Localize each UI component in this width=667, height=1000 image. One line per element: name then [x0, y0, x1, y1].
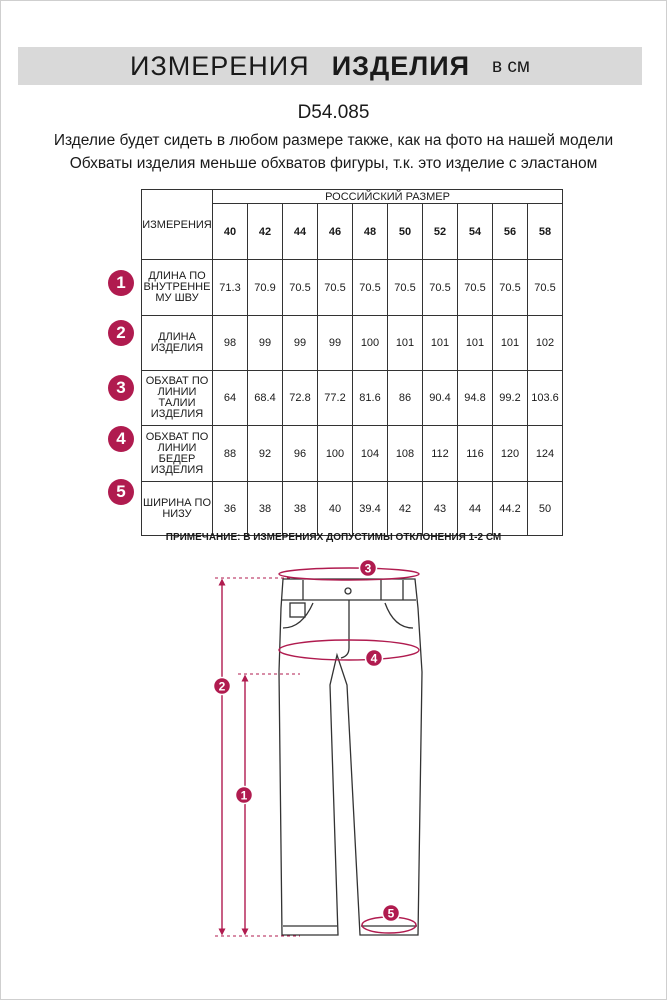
- table-cell: 71.3: [213, 260, 248, 316]
- tolerance-note: ПРИМЕЧАНИЕ: В ИЗМЕРЕНИЯХ ДОПУСТИМЫ ОТКЛОНЕНИЯ 1-2 СМ: [165, 532, 502, 543]
- marker-label: 3: [364, 561, 372, 576]
- marker-hips: [366, 650, 383, 667]
- table-cell: 96: [283, 426, 318, 482]
- dimension-lines: [215, 568, 419, 936]
- table-cell: 92: [248, 426, 283, 482]
- front-pocket-left: [283, 603, 313, 628]
- table-cell: 99: [248, 316, 283, 371]
- table-cell: 39.4: [353, 482, 388, 536]
- table-cell: 124: [528, 426, 563, 482]
- table-cell: 101: [458, 316, 493, 371]
- table-cell: 101: [423, 316, 458, 371]
- table-cell: 81.6: [353, 371, 388, 426]
- title-unit: в см: [492, 56, 530, 77]
- table-cell: 101: [388, 316, 423, 371]
- size-header: 48: [353, 204, 388, 260]
- table-cell: 100: [318, 426, 353, 482]
- table-cell: 90.4: [423, 371, 458, 426]
- coin-pocket: [290, 603, 305, 617]
- table-cell: 68.4: [248, 371, 283, 426]
- row-label-waist: ОБХВАТ ПО ЛИНИИ ТАЛИИ ИЗДЕЛИЯ: [142, 371, 213, 426]
- size-caption: РОССИЙСКИЙ РАЗМЕР: [213, 190, 563, 204]
- table-cell: 116: [458, 426, 493, 482]
- title-product: ИЗДЕЛИЯ: [331, 50, 471, 81]
- row-label-hem-width: ШИРИНА ПО НИЗУ: [142, 482, 213, 536]
- table-cell: 70.5: [458, 260, 493, 316]
- waist-ellipse: [279, 568, 419, 580]
- table-cell: 86: [388, 371, 423, 426]
- table-cell: 70.5: [353, 260, 388, 316]
- table-cell: 77.2: [318, 371, 353, 426]
- marker-length: [214, 678, 231, 695]
- size-header: 46: [318, 204, 353, 260]
- pants-outline: [279, 579, 422, 935]
- subtitle-elastane: Обхваты изделия меньше обхватов фигуры, т.к. это изделие с эластаном: [69, 155, 598, 172]
- table-cell: 100: [353, 316, 388, 371]
- size-header: 40: [213, 204, 248, 260]
- marker-inseam: [236, 787, 253, 804]
- table-cell: 112: [423, 426, 458, 482]
- pants-drawing: [279, 579, 422, 935]
- row-label-inseam: ДЛИНА ПО ВНУТРЕННЕ МУ ШВУ: [142, 260, 213, 316]
- table-cell: 40: [318, 482, 353, 536]
- table-cell: 108: [388, 426, 423, 482]
- size-header: 50: [388, 204, 423, 260]
- table-cell: 99: [283, 316, 318, 371]
- table-cell: 99.2: [493, 371, 528, 426]
- title-measurements: ИЗМЕРЕНИЯ: [130, 50, 310, 81]
- row-number-badge: 5: [108, 479, 134, 505]
- table-cell: 72.8: [283, 371, 318, 426]
- subtitle-fit: Изделие будет сидеть в любом размере также, как на фото на нашей модели: [53, 132, 614, 149]
- table-cell: 101: [493, 316, 528, 371]
- table-cell: 103.6: [528, 371, 563, 426]
- button-icon: [345, 588, 351, 594]
- table-cell: 94.8: [458, 371, 493, 426]
- measurements-header: ИЗМЕРЕНИЯ: [142, 190, 213, 260]
- marker-label: 5: [387, 906, 395, 921]
- size-header: 54: [458, 204, 493, 260]
- size-header: 56: [493, 204, 528, 260]
- table-cell: 44.2: [493, 482, 528, 536]
- table-cell: 36: [213, 482, 248, 536]
- table-cell: 70.5: [528, 260, 563, 316]
- row-label-length: ДЛИНА ИЗДЕЛИЯ: [142, 316, 213, 371]
- table-cell: 88: [213, 426, 248, 482]
- front-pocket-right: [385, 603, 413, 628]
- table-cell: 38: [248, 482, 283, 536]
- product-code: D54.085: [297, 102, 370, 123]
- marker-waist: [360, 560, 377, 577]
- table-cell: 99: [318, 316, 353, 371]
- table-cell: 64: [213, 371, 248, 426]
- table-cell: 120: [493, 426, 528, 482]
- marker-hem: [383, 905, 400, 922]
- marker-label: 1: [240, 788, 248, 803]
- marker-label: 2: [218, 679, 226, 694]
- row-number-badge: 2: [108, 320, 134, 346]
- size-header: 52: [423, 204, 458, 260]
- row-number-badge: 4: [108, 426, 134, 452]
- table-cell: 70.5: [423, 260, 458, 316]
- marker-label: 4: [370, 651, 378, 666]
- table-cell: 70.9: [248, 260, 283, 316]
- fly-stitch: [341, 600, 349, 658]
- table-cell: 50: [528, 482, 563, 536]
- row-number-badge: 1: [108, 270, 134, 296]
- table-cell: 38: [283, 482, 318, 536]
- table-cell: 70.5: [318, 260, 353, 316]
- table-cell: 70.5: [283, 260, 318, 316]
- table-cell: 43: [423, 482, 458, 536]
- size-header: 42: [248, 204, 283, 260]
- table-cell: 44: [458, 482, 493, 536]
- size-header: 44: [283, 204, 318, 260]
- row-label-hips: ОБХВАТ ПО ЛИНИИ БЕДЕР ИЗДЕЛИЯ: [142, 426, 213, 482]
- table-cell: 70.5: [493, 260, 528, 316]
- table-cell: 42: [388, 482, 423, 536]
- table-cell: 98: [213, 316, 248, 371]
- size-header: 58: [528, 204, 563, 260]
- row-number-badge: 3: [108, 375, 134, 401]
- table-cell: 104: [353, 426, 388, 482]
- table-cell: 70.5: [388, 260, 423, 316]
- table-cell: 102: [528, 316, 563, 371]
